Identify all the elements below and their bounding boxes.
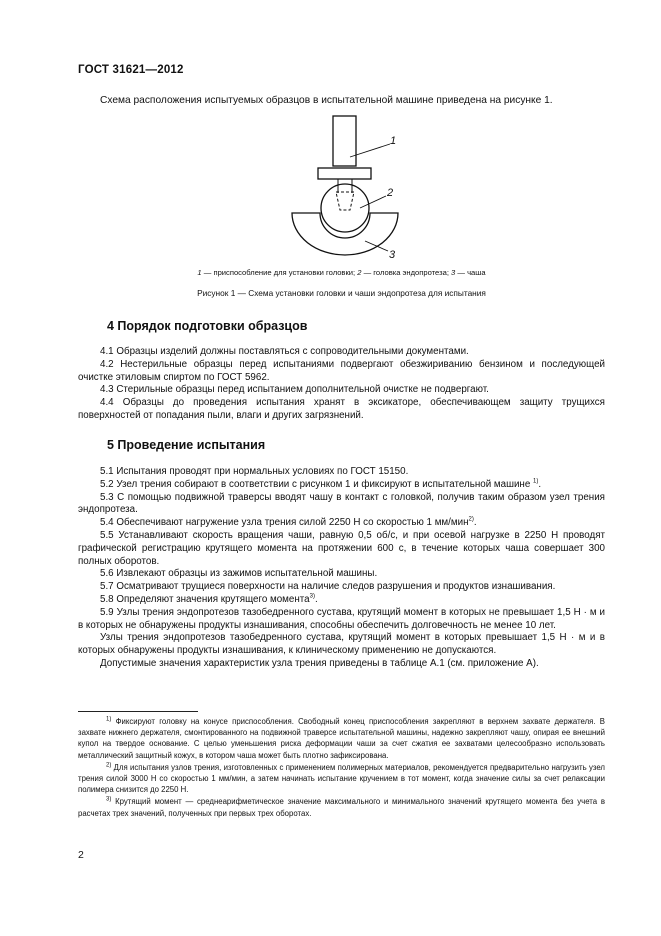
intro-paragraph: Схема расположения испытуемых образцов в испытательной машине приведена на рисунке 1. <box>100 95 553 106</box>
footnote-ref-2: 2) <box>468 516 474 523</box>
paragraph-5-6: 5.6 Извлекают образцы из зажимов испытательной машины. <box>100 568 378 580</box>
prosthesis-head <box>321 184 369 232</box>
paragraph-5-8: 5.8 Определяют значения крутящего момента$^{3)}$. <box>100 593 318 605</box>
paragraph-5-5: 5.5 Устанавливают скорость вращения чаши, равную 0,5 об/с, и при осевой нагрузке в 2250 Н проводят графической регистрацию крутящего момента на протяжении 600 с, в течение которых чаша совершает 300 полных оборотов. <box>78 529 605 567</box>
fixture-shaft <box>333 116 356 166</box>
footnotes <box>78 716 605 820</box>
figure-legend: 1 — приспособление для установки головки; 2 — головка эндопротеза; 3 — чаша <box>197 268 486 277</box>
paragraph-5-2: 5.2 Узел трения собирают в соответствии с рисунком 1 и фиксируют в испытательной машине $^{1)}$. <box>100 478 542 490</box>
footnote-3: $^{3)}$ Крутящий момент — среднеарифметическое значение максимального и минимального значений крутящего момента без учета в расчетах трех значений, полученных при первых трех оборотах. <box>78 796 605 818</box>
footnote-1: $^{1)}$ Фиксируют головку на конусе приспособления. Свободный конец приспособления закрепляют в верхнем захвате держателя. В захвате нижнего держателя, смонтированного на подвижной траверсе испытательной машины, надежно закрепляют чашу, опирая ее внешний купол на твердое основание. С целью уменьшения риска деформации чаши за счет сжатия ее захватами целесообразно использовать металлический защитный кожух, в котором чаша может быть плотно зафиксирована. <box>78 716 605 760</box>
figure-label-1: 1 <box>390 135 397 147</box>
section-4-title: 4 Порядок подготовки образцов <box>107 319 308 333</box>
paragraph-4-2: 4.2 Нестерильные образцы перед испытаниями подвергают обезжириванию бензином и последующей очистке этиловым спиртом по ГОСТ 5962. <box>78 358 605 383</box>
footnote-2: $^{2)}$ Для испытания узлов трения, изготовленных с применением полимерных материалов, рекомендуется предварительно нагрузить узел трения силой 3000 Н со скоростью 1 мм/мин, а затем начинать испытание кручением в тот момент, когда значение силы за счет релаксации полимера снизится до 2250 Н. <box>78 762 605 795</box>
paragraph-5-3: 5.3 С помощью подвижной траверсы вводят чашу в контакт с головкой, получив таким образом узел трения эндопротеза. <box>78 491 605 516</box>
section-4-body <box>78 346 605 423</box>
footnote-ref-1: 1) <box>533 478 539 485</box>
page-number: 2 <box>78 849 84 861</box>
figure-label-3: 3 <box>389 249 396 261</box>
paragraph-5-4: 5.4 Обеспечивают нагружение узла трения силой 2250 Н со скоростью 1 мм/мин$^{2)}$. <box>100 516 477 529</box>
figure-caption: Рисунок 1 — Схема установки головки и чаши эндопротеза для испытания <box>197 288 486 298</box>
section-5-body <box>78 466 605 671</box>
fixture-flange <box>318 168 371 179</box>
paragraph-5-10: Узлы трения эндопротезов тазобедренного сустава, крутящий момент в которых превышает 1,5 Н · м и в которых обнаружены продукты изнашивания, к клиническому применению не допускаются. <box>78 632 605 657</box>
paragraph-5-7: 5.7 Осматривают трущиеся поверхности на наличие следов разрушения и продуктов изнашивания. <box>100 581 556 593</box>
paragraph-4-4: 4.4 Образцы до проведения испытания хранят в эксикаторе, обеспечивающем защиту трущихся поверхностей от попадания пыли, влаги и других загрязнений. <box>78 397 605 421</box>
footnote-ref-3: 3) <box>309 593 315 600</box>
document-header: ГОСТ 31621—2012 <box>78 64 184 76</box>
figure-diagram <box>280 113 410 265</box>
paragraph-5-11: Допустимые значения характеристик узла трения приведены в таблице А.1 (см. приложение А). <box>100 657 539 669</box>
section-5-title: 5 Проведение испытания <box>107 438 266 452</box>
paragraph-5-1: 5.1 Испытания проводят при нормальных условиях по ГОСТ 15150. <box>100 466 409 477</box>
figure-label-2: 2 <box>387 187 394 199</box>
paragraph-5-9: 5.9 Узлы трения эндопротезов тазобедренного сустава, крутящий момент в которых не превышает 1,5 Н · м и в которых не обнаружены продукты изнашивания, способны обеспечить долговечность не менее 10 лет. <box>78 606 605 631</box>
footnote-divider <box>78 711 198 712</box>
paragraph-4-3: 4.3 Стерильные образцы перед испытанием дополнительной очистке не подвергают. <box>100 384 489 396</box>
paragraph-4-1: 4.1 Образцы изделий должны поставляться с сопроводительными документами. <box>100 346 469 357</box>
